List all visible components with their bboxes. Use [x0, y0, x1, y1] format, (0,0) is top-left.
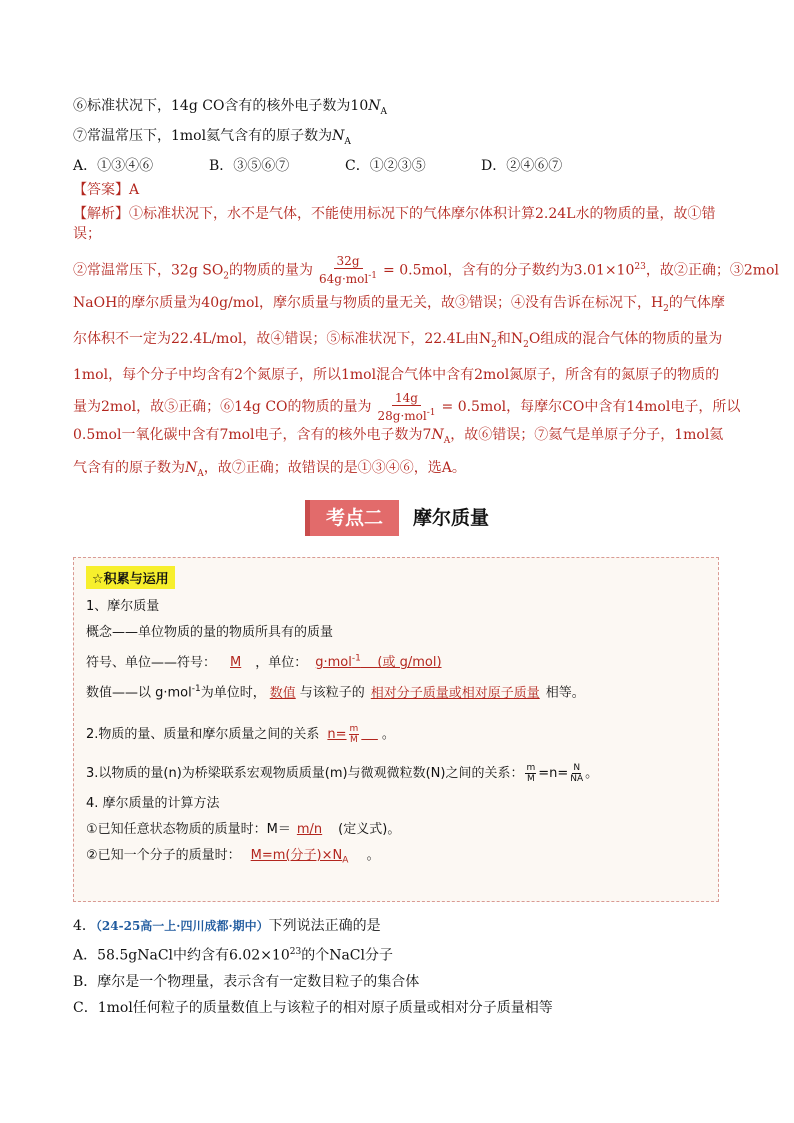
- box-concept: 概念——单位物质的量的物质所具有的质量: [86, 625, 334, 640]
- analysis-p5: 1mol，每个分子中均含有2个氮原子，所以1mol混合气体中含有2mol氮原子，所含有的氮原子的物质的: [73, 366, 720, 383]
- choice-c: C．1mol任何粒子的质量数值上与该粒子的相对原子质量或相对分子质量相等: [73, 999, 553, 1016]
- option-b: B．③⑤⑥⑦: [209, 157, 290, 174]
- option-a: A．①③④⑥: [73, 157, 154, 174]
- option-c: C．①②③⑤: [345, 157, 426, 174]
- section-number: 考点二: [305, 500, 399, 536]
- box-relation-2: 2.物质的量、质量和摩尔质量之间的关系 n= $\frac{m}{M}$ 。: [86, 723, 395, 745]
- section-title: 摩尔质量: [413, 507, 490, 529]
- question-stem: 4．（24-25高一上·四川成都·期中）下列说法正确的是: [73, 918, 381, 934]
- analysis-p1: 【解析】①标准状况下，水不是气体，不能使用标况下的气体摩尔体积计算2.24L水的物质的量，故①错误；: [73, 205, 716, 242]
- analysis: [73, 204, 779, 485]
- na-symbol: N: [368, 98, 381, 114]
- question-continuation: [73, 96, 779, 488]
- choice-b: B．摩尔是一个物理量，表示含有一定数目粒子的集合体: [73, 973, 420, 990]
- box-relation-3: 3.以物质的量(n)为桥梁联系宏观物质质量(m)与微观微粒数(N)之间的关系： $\frac{m}{M}$ =n= $\frac{N}{NA}$ 。: [86, 762, 599, 784]
- knowledge-box: [73, 557, 719, 902]
- box-symbol-unit: 符号、单位——符号： M ，单位： g·mol$^{-1}$ (或 g/mol): [86, 654, 442, 671]
- question-source: （24-25高一上·四川成都·期中）: [95, 919, 269, 933]
- star-icon: ☆: [92, 572, 104, 587]
- statement-7: ⑦常温常压下，1mol氦气含有的原子数为$N_A$: [73, 127, 351, 147]
- analysis-p4: 尔体积不一定为22.4L/mol，故④错误；⑤标准状况下，22.4L由$N_2$和$N_2O$组成的混合气体的物质的量为: [73, 330, 723, 350]
- analysis-p3: NaOH的摩尔质量为40g/mol，摩尔质量与物质的量无关，故③错误；④没有告诉在标况下，$H_2$的气体摩: [73, 295, 725, 314]
- fraction-co: $\frac{14g}{28g\cdot mol^{-1}}$: [377, 390, 436, 423]
- question-4: [73, 916, 723, 1024]
- fraction-so2: $\frac{32g}{64g\cdot mol^{-1}}$: [319, 254, 378, 287]
- analysis-p8: 气含有的原子数为$N_A$，故⑦正确；故错误的是①③④⑥，选A。: [73, 460, 466, 480]
- knowledge-badge: ☆积累与运用: [86, 566, 175, 589]
- answer-options: [73, 156, 723, 176]
- box-method-heading: 4. 摩尔质量的计算方法: [86, 795, 220, 811]
- answer: 【答案】A: [73, 181, 140, 198]
- na-symbol: N: [332, 127, 345, 144]
- statement-6: ⑥标准状况下，14g CO含有的核外电子数为$10N_A$: [73, 98, 387, 117]
- analysis-p6: 量为2mol，故⑤正确；⑥14g CO的物质的量为 $\frac{14g}{28g\cdot mol^{-1}}$ = 0.5mol，每摩尔CO中含有14mol电子，所以: [73, 390, 741, 423]
- box-value: 数值——以 g·mol$^{-1}$为单位时， 数值 与该粒子的 相对分子质量或相对原子质量 相等。: [86, 684, 585, 701]
- analysis-p7: 0.5mol一氧化碳中含有7mol电子，含有的核外电子数为$7N_A$，故⑥错误；⑦氦气是单原子分子，1mol氦: [73, 426, 724, 446]
- box-method-1: ①已知任意状态物质的质量时：M＝ m/n (定义式)。: [86, 821, 401, 837]
- analysis-p2: ②常温常压下，32g $SO_2$的物质的量为 $\frac{32g}{64g\cdot mol^{-1}}$ = 0.5mol，含有的分子数约为$3.01\times 10^{23}$，故②正确；③2mol: [73, 254, 779, 287]
- choice-a: A．58.5gNaCl中约含有$6.02\times 10^{23}$的个NaCl分子: [73, 947, 393, 964]
- option-d: D．②④⑥⑦: [481, 157, 563, 174]
- box-method-2: ②已知一个分子的质量时： M=m(分子)$\times N_A$ 。: [86, 847, 380, 866]
- section-heading: [0, 500, 794, 536]
- box-heading-1: 1、摩尔质量: [86, 599, 160, 614]
